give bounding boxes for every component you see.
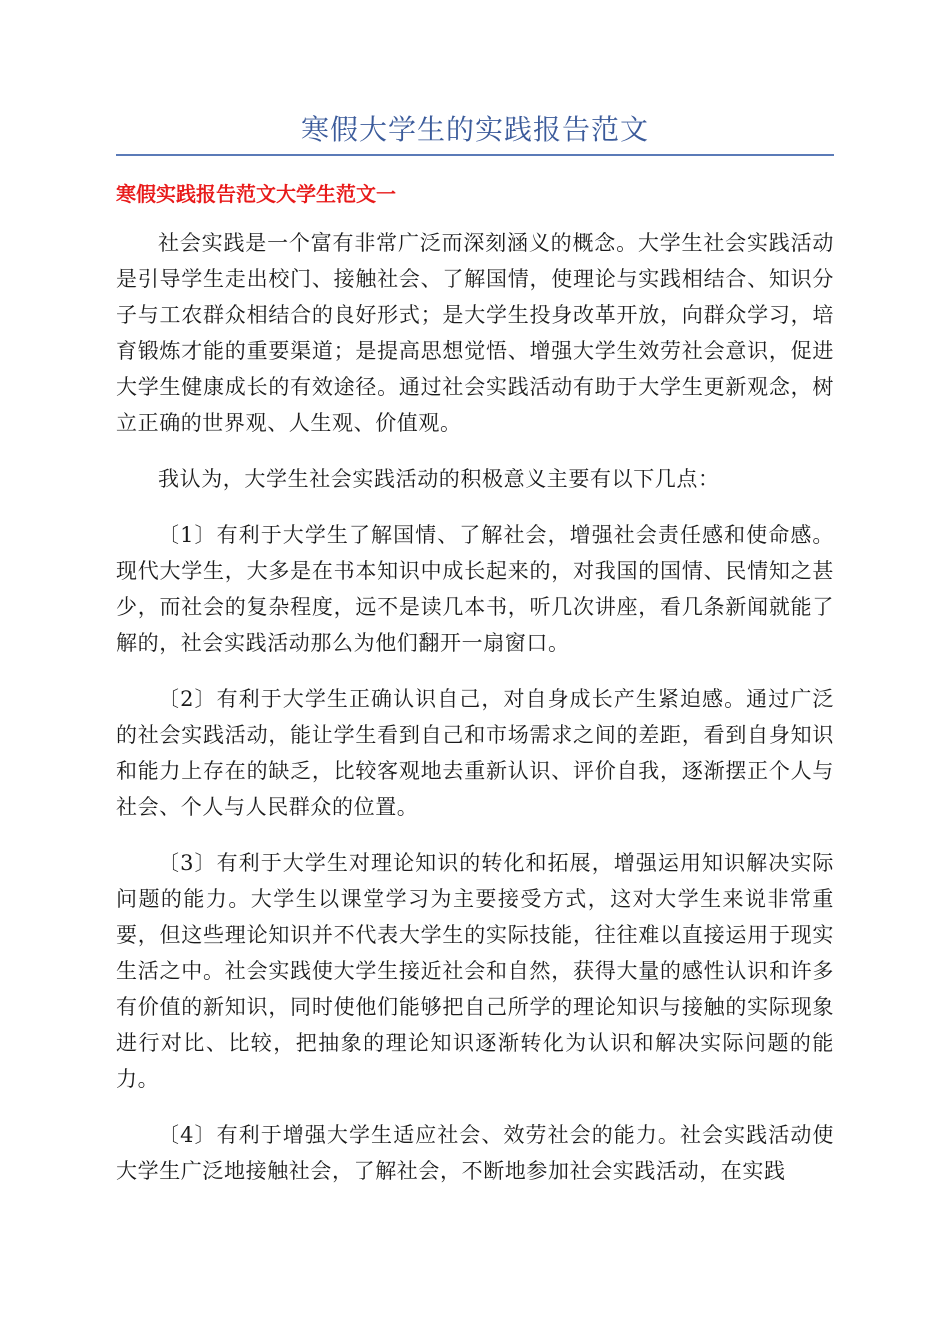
title-underline xyxy=(116,154,834,156)
paragraph-point-2: 〔2〕有利于大学生正确认识自己，对自身成长产生紧迫感。通过广泛的社会实践活动，能让学生看到自己和市场需求之间的差距，看到自身知识和能力上存在的缺乏，比较客观地去重新认识、评价自我，逐渐摆正个人与社会、个人与人民群众的位置。 xyxy=(116,687,834,819)
document-title: 寒假大学生的实践报告范文 xyxy=(300,113,649,146)
paragraph-point-4: 〔4〕有利于增强大学生适应社会、效劳社会的能力。社会实践活动使大学生广泛地接触社会，了解社会，不断地参加社会实践活动，在实践 xyxy=(116,1123,834,1183)
paragraph-point-3: 〔3〕有利于大学生对理论知识的转化和拓展，增强运用知识解决实际问题的能力。大学生以课堂学习为主要接受方式，这对大学生来说非常重要，但这些理论知识并不代表大学生的实际技能，往往难以直接运用于现实生活之中。社会实践使大学生接近社会和自然，获得大量的感性认识和许多有价值的新知识，同时使他们能够把自己所学的理论知识与接触的实际现象进行对比、比较，把抽象的理论知识逐渐转化为认识和解决实际问题的能力。 xyxy=(116,851,834,1091)
paragraph-intro: 社会实践是一个富有非常广泛而深刻涵义的概念。大学生社会实践活动是引导学生走出校门、接触社会、了解国情，使理论与实践相结合、知识分子与工农群众相结合的良好形式；是大学生投身改革开放，向群众学习，培育锻炼才能的重要渠道；是提高思想觉悟、增强大学生效劳社会意识，促进大学生健康成长的有效途径。通过社会实践活动有助于大学生更新观念，树立正确的世界观、人生观、价值观。 xyxy=(116,231,834,435)
section-heading: 寒假实践报告范文大学生范文一 xyxy=(116,182,396,206)
paragraph-significance-lead: 我认为，大学生社会实践活动的积极意义主要有以下几点： xyxy=(158,467,720,491)
paragraph-point-1: 〔1〕有利于大学生了解国情、了解社会，增强社会责任感和使命感。现代大学生，大多是在书本知识中成长起来的，对我国的国情、民情知之甚少，而社会的复杂程度，远不是读几本书，听几次讲座，看几条新闻就能了解的，社会实践活动那么为他们翻开一扇窗口。 xyxy=(116,523,834,655)
document-body xyxy=(116,225,834,1209)
